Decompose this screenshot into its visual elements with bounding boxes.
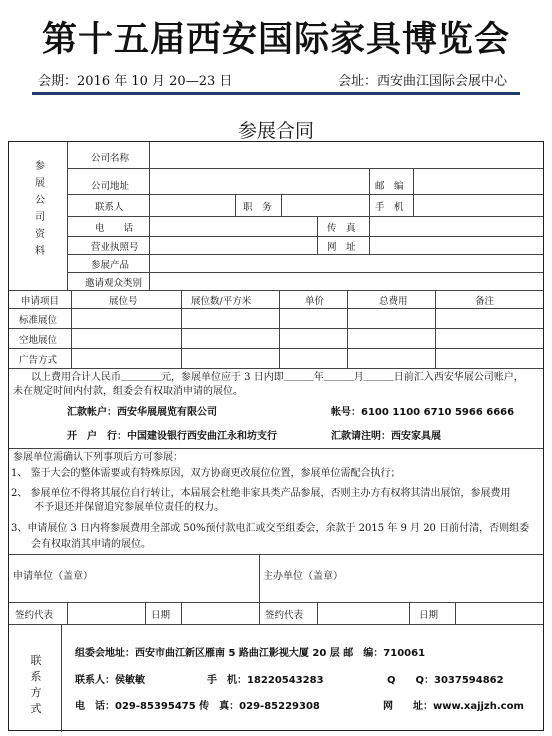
business-license-field[interactable]	[150, 238, 316, 254]
contact-side-char: 方	[30, 686, 42, 699]
company-name-label: 公司名称	[91, 153, 130, 164]
col-header-booth-no: 展位号	[109, 296, 138, 307]
expo-title: 第十五届西安国际家具博览会	[41, 20, 510, 60]
applicant-date-label: 日期	[151, 610, 171, 621]
remittance-note: 汇款请注明：西安家具展	[331, 431, 441, 442]
company-side-char: 料	[35, 246, 45, 257]
account-number: 帐号：6100 1100 6710 5966 6666	[331, 407, 515, 418]
contact-side-label	[29, 654, 43, 718]
mobile-field[interactable]	[414, 198, 540, 214]
term-2-cont: 不予退还并保留追究参展单位责任的权力。	[11, 502, 225, 513]
fax-field[interactable]	[370, 219, 540, 235]
row-space-booth: 空地展位	[19, 335, 58, 346]
position-field[interactable]	[282, 198, 368, 214]
postcode-label: 邮 编	[375, 181, 404, 192]
contact-person-field[interactable]	[150, 198, 234, 214]
row-advertising: 广告方式	[19, 355, 58, 366]
payment-terms-line1: 以上费用合计人民币＿＿＿＿元，参展单位应于 3 日内即＿＿＿年＿＿＿月＿＿＿日前汇入西安华展公司账户，	[31, 372, 524, 383]
bank-name: 开 户 行：中国建设银行西安曲江永和坊支行	[67, 431, 277, 442]
contact-mobile: 手 机：18220543283	[207, 675, 324, 686]
row-standard-booth: 标准展位	[19, 315, 58, 326]
applicant-rep-field[interactable]	[68, 605, 144, 621]
phone-label: 电 话	[95, 223, 134, 234]
website-label: 网 址	[327, 242, 356, 253]
col-header-remark: 备注	[475, 296, 495, 307]
company-side-char: 资	[35, 229, 45, 240]
mobile-label: 手 机	[375, 202, 404, 213]
fax-label: 传 真	[327, 223, 356, 234]
contract-form	[8, 141, 544, 731]
contact-person: 联系人：侯敏敏	[75, 675, 145, 686]
col-header-area: 展位数/平方米	[191, 296, 252, 307]
account-name: 汇款帐户：西安华展展览有限公司	[67, 407, 217, 418]
company-side-char: 展	[35, 178, 45, 189]
company-side-char: 司	[35, 212, 45, 223]
header-divider	[32, 92, 520, 95]
position-label: 职 务	[243, 202, 272, 213]
audience-label: 邀请观众类别	[85, 278, 143, 289]
contact-website[interactable]: 网 址：www.xajjzh.com	[383, 701, 524, 712]
col-header-total: 总费用	[379, 296, 408, 307]
contact-side-char: 式	[30, 702, 42, 715]
contract-title: 参展合同	[237, 120, 314, 142]
contact-phone-fax: 电 话：029-85395475 传 真：029-85229308	[75, 701, 320, 712]
applicant-seal-field[interactable]	[109, 568, 249, 584]
organizer-seal-label: 主办单位（盖章）	[263, 571, 343, 582]
applicant-date-field[interactable]	[182, 605, 258, 621]
term-3: 3、申请展位 3 日内将参展费用全部或 50%预付款电汇或交至组委会，余款于 2015 年 9 月 20 日前付清，否则组委	[11, 523, 530, 534]
col-header-item: 申请项目	[21, 296, 60, 307]
expo-dates: 会期：2016 年 10 月 20—23 日	[38, 74, 233, 89]
company-info-side-label	[33, 160, 47, 262]
company-address-label: 公司地址	[91, 181, 130, 192]
col-header-price: 单价	[305, 296, 325, 307]
phone-field[interactable]	[150, 219, 316, 235]
postcode-field[interactable]	[414, 176, 540, 192]
expo-venue: 会址：西安曲江国际会展中心	[338, 74, 508, 89]
contact-person-label: 联系人	[95, 202, 124, 213]
organizer-date-label: 日期	[419, 610, 439, 621]
contact-side-char: 系	[30, 670, 42, 683]
organizer-date-field[interactable]	[456, 605, 540, 621]
term-2: 2、 参展单位不得将其展位自行转让，本届展会杜绝非家具类产品参展，否则主办方有权将其清出展馆，参展费用	[11, 488, 511, 499]
term-1: 1、 鉴于大会的整体需要或有特殊原因，双方协商更改展位位置，参展单位需配合执行；	[11, 468, 401, 479]
organizer-rep-field[interactable]	[318, 605, 408, 621]
products-field[interactable]	[150, 256, 540, 272]
payment-terms-line2: 未在规定时间内付款，组委会有权取消申请的展位。	[13, 386, 243, 397]
organizer-address: 组委会地址：西安市曲江新区雁南 5 路曲江影视大厦 20 层 邮 编：710061	[75, 648, 426, 659]
term-3-cont: 会有权取消其申请的展位。	[11, 539, 151, 550]
terms-intro: 参展单位需确认下列事项后方可参展：	[13, 452, 183, 463]
company-name-field[interactable]	[150, 148, 540, 164]
organizer-rep-label: 签约代表	[265, 610, 304, 621]
applicant-rep-label: 签约代表	[15, 610, 54, 621]
company-side-char: 公	[35, 195, 45, 206]
audience-field[interactable]	[150, 274, 540, 290]
company-address-field[interactable]	[150, 176, 368, 192]
contact-qq: Q Q：3037594862	[387, 675, 504, 686]
organizer-seal-field[interactable]	[359, 568, 535, 584]
products-label: 参展产品	[91, 260, 130, 271]
website-field[interactable]	[370, 238, 540, 254]
company-side-char: 参	[35, 161, 45, 172]
contact-side-char: 联	[30, 654, 42, 667]
applicant-seal-label: 申请单位（盖章）	[13, 571, 93, 582]
business-license-label: 营业执照号	[91, 242, 139, 253]
